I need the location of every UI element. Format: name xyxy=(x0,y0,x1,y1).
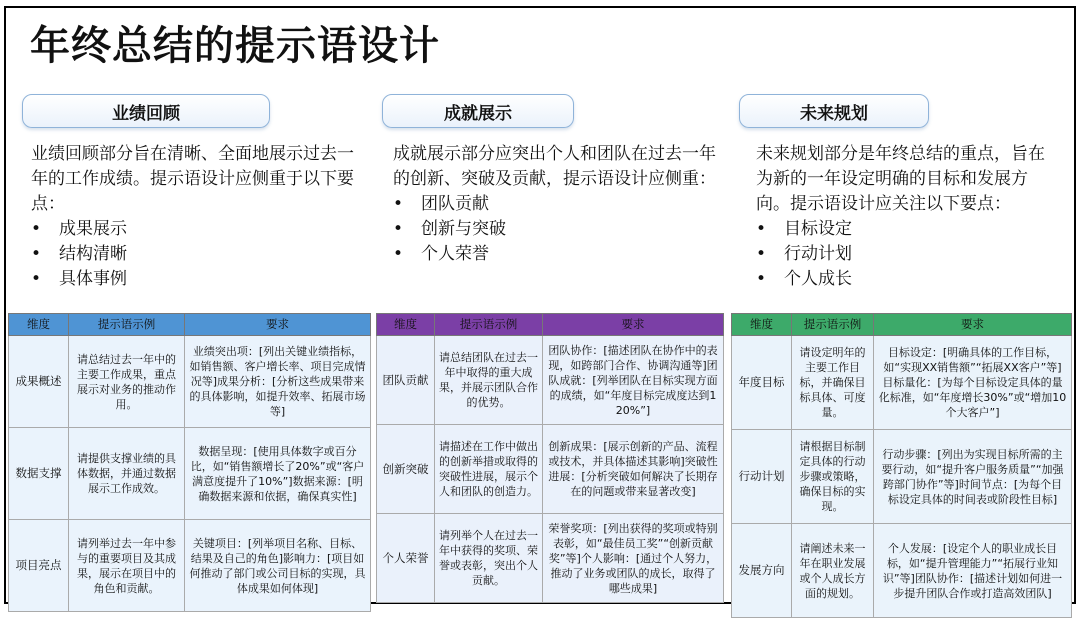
table-header-cell: 要求 xyxy=(185,314,371,336)
table-cell-requirement: 团队协作：[描述团队在协作中的表现，如跨部门合作、协调沟通等]团队成就：[列举团队在目标实现方面的成绩，如“年度目标完成度达到120%”] xyxy=(543,336,724,425)
table-row xyxy=(377,425,724,514)
table-header-cell: 维度 xyxy=(732,314,792,336)
table-header-cell: 要求 xyxy=(543,314,724,336)
table-row xyxy=(9,336,371,428)
table-cell-prompt: 请设定明年的主要工作目标，并确保目标具体、可度量。 xyxy=(792,336,874,430)
section-intro: 未来规划部分是年终总结的重点，旨在为新的一年设定明确的目标和发展方向。提示语设计应关注以下要点： xyxy=(756,144,1045,214)
bullet-item xyxy=(31,217,366,242)
table-cell-prompt: 请总结团队在过去一年中取得的重大成果，并展示团队合作的优势。 xyxy=(435,336,543,425)
table-cell-dimension: 行动计划 xyxy=(732,430,792,524)
table-cell-dimension: 发展方向 xyxy=(732,524,792,618)
table-row xyxy=(377,336,724,425)
table-cell-prompt: 请列举个人在过去一年中获得的奖项、荣誉或表彰，突出个人贡献。 xyxy=(435,514,543,603)
table-cell-dimension: 团队贡献 xyxy=(377,336,435,425)
bullet-dot-icon: • xyxy=(756,269,767,289)
table-cell-prompt: 请列举过去一年中参与的重要项目及其成果，展示在项目中的角色和贡献。 xyxy=(69,520,185,612)
bullet-item xyxy=(393,217,724,242)
table-header-row xyxy=(377,314,724,336)
section-header: 未来规划 xyxy=(739,94,929,128)
bullet-dot-icon: • xyxy=(31,219,42,239)
bullet-item xyxy=(756,242,1069,267)
table-cell-dimension: 数据支撑 xyxy=(9,428,69,520)
table-cell-requirement: 关键项目：[列举项目名称、目标、结果及自己的角色]影响力：[项目如何推动了部门或公司目标的实现，具体成果如何体现] xyxy=(185,520,371,612)
table-cell-requirement: 数据呈现：[使用具体数字或百分比，如“销售额增长了20%”或“客户满意度提升了10%”]数据来源：[明确数据来源和依据，确保真实性] xyxy=(185,428,371,520)
table-header-row xyxy=(9,314,371,336)
bullet-list xyxy=(729,217,1069,292)
table-row xyxy=(732,524,1072,618)
table-cell-requirement: 行动步骤：[列出为实现目标所需的主要行动，如“提升客户服务质量”“加强跨部门协作”等]时间节点：[为每个目标设定具体的时间表或阶段性目标] xyxy=(874,430,1072,524)
section-intro: 成就展示部分应突出个人和团队在过去一年的创新、突破及贡献，提示语设计应侧重： xyxy=(393,144,716,189)
bullet-dot-icon: • xyxy=(31,269,42,289)
section-intro: 业绩回顾部分旨在清晰、全面地展示过去一年的工作成绩。提示语设计应侧重于以下要点： xyxy=(31,144,354,214)
section-performance-review xyxy=(4,94,366,292)
bullet-item xyxy=(393,192,724,217)
table-cell-prompt: 请根据目标制定具体的行动步骤或策略，确保目标的实现。 xyxy=(792,430,874,524)
bullet-item xyxy=(393,242,724,267)
table-header-cell: 维度 xyxy=(9,314,69,336)
table-cell-dimension: 个人荣誉 xyxy=(377,514,435,603)
bullet-dot-icon: • xyxy=(756,244,767,264)
table-cell-prompt: 请总结过去一年中的主要工作成果，重点展示对业务的推动作用。 xyxy=(69,336,185,428)
bullet-text: 具体事例 xyxy=(59,269,127,289)
table-cell-dimension: 创新突破 xyxy=(377,425,435,514)
table-cell-prompt: 请阐述未来一年在职业发展或个人成长方面的规划。 xyxy=(792,524,874,618)
table-row xyxy=(9,428,371,520)
table-row xyxy=(9,520,371,612)
section-achievements xyxy=(372,94,724,267)
bullet-dot-icon: • xyxy=(393,219,404,239)
bullet-text: 创新与突破 xyxy=(421,219,506,239)
table-cell-requirement: 个人发展：[设定个人的职业成长目标，如“提升管理能力”“拓展行业知识”等]团队协作：[描述计划如何进一步提升团队合作或打造高效团队] xyxy=(874,524,1072,618)
bullet-item xyxy=(756,217,1069,242)
bullet-text: 结构清晰 xyxy=(59,244,127,264)
bullet-text: 成果展示 xyxy=(59,219,127,239)
bullet-dot-icon: • xyxy=(756,219,767,239)
table-header-cell: 维度 xyxy=(377,314,435,336)
bullet-dot-icon: • xyxy=(31,244,42,264)
page-title: 年终总结的提示语设计 xyxy=(30,23,440,69)
bullet-text: 目标设定 xyxy=(784,219,852,239)
table-cell-requirement: 业绩突出项：[列出关键业绩指标，如销售额、客户增长率、项目完成情况等]成果分析：[分析这些成果带来的具体影响，如提升效率、拓展市场等] xyxy=(185,336,371,428)
bullet-item xyxy=(31,242,366,267)
table-cell-requirement: 目标设定：[明确具体的工作目标，如“实现XX销售额”“拓展XX客户”等]目标量化：[为每个目标设定具体的量化标准，如“年度增长30%”或“增加10个大客户”] xyxy=(874,336,1072,430)
bullet-item xyxy=(31,267,366,292)
table-cell-dimension: 项目亮点 xyxy=(9,520,69,612)
table-cell-requirement: 荣誉奖项：[列出获得的奖项或特别表彰，如“最佳员工奖”“创新贡献奖”等]个人影响：[通过个人努力，推动了业务或团队的成长，取得了哪些成果] xyxy=(543,514,724,603)
section-header: 成就展示 xyxy=(382,94,574,128)
bullet-text: 团队贡献 xyxy=(421,194,489,214)
bullet-list xyxy=(4,217,366,292)
table-row xyxy=(377,514,724,603)
table-cell-requirement: 创新成果：[展示创新的产品、流程或技术，并具体描述其影响]突破性进展：[分析突破如何解决了长期存在的问题或带来显著改变] xyxy=(543,425,724,514)
table-row xyxy=(732,336,1072,430)
table-cell-prompt: 请描述在工作中做出的创新举措或取得的突破性进展，展示个人和团队的创造力。 xyxy=(435,425,543,514)
bullet-text: 个人荣誉 xyxy=(421,244,489,264)
section-header: 业绩回顾 xyxy=(22,94,270,128)
section-future-plan xyxy=(729,94,1069,292)
table-header-cell: 提示语示例 xyxy=(792,314,874,336)
bullet-dot-icon: • xyxy=(393,194,404,214)
bullet-text: 行动计划 xyxy=(784,244,852,264)
table-header-cell: 提示语示例 xyxy=(435,314,543,336)
table-header-cell: 要求 xyxy=(874,314,1072,336)
table-header-row xyxy=(732,314,1072,336)
table-header-cell: 提示语示例 xyxy=(69,314,185,336)
table-cell-prompt: 请提供支撑业绩的具体数据，并通过数据展示工作成效。 xyxy=(69,428,185,520)
bullet-item xyxy=(756,267,1069,292)
table-cell-dimension: 成果概述 xyxy=(9,336,69,428)
bullet-dot-icon: • xyxy=(393,244,404,264)
bullet-list xyxy=(372,192,724,267)
table-row xyxy=(732,430,1072,524)
future-plan-table xyxy=(731,313,1072,618)
bullet-text: 个人成长 xyxy=(784,269,852,289)
table-cell-dimension: 年度目标 xyxy=(732,336,792,430)
performance-table xyxy=(8,313,371,612)
achievement-table xyxy=(376,313,724,603)
